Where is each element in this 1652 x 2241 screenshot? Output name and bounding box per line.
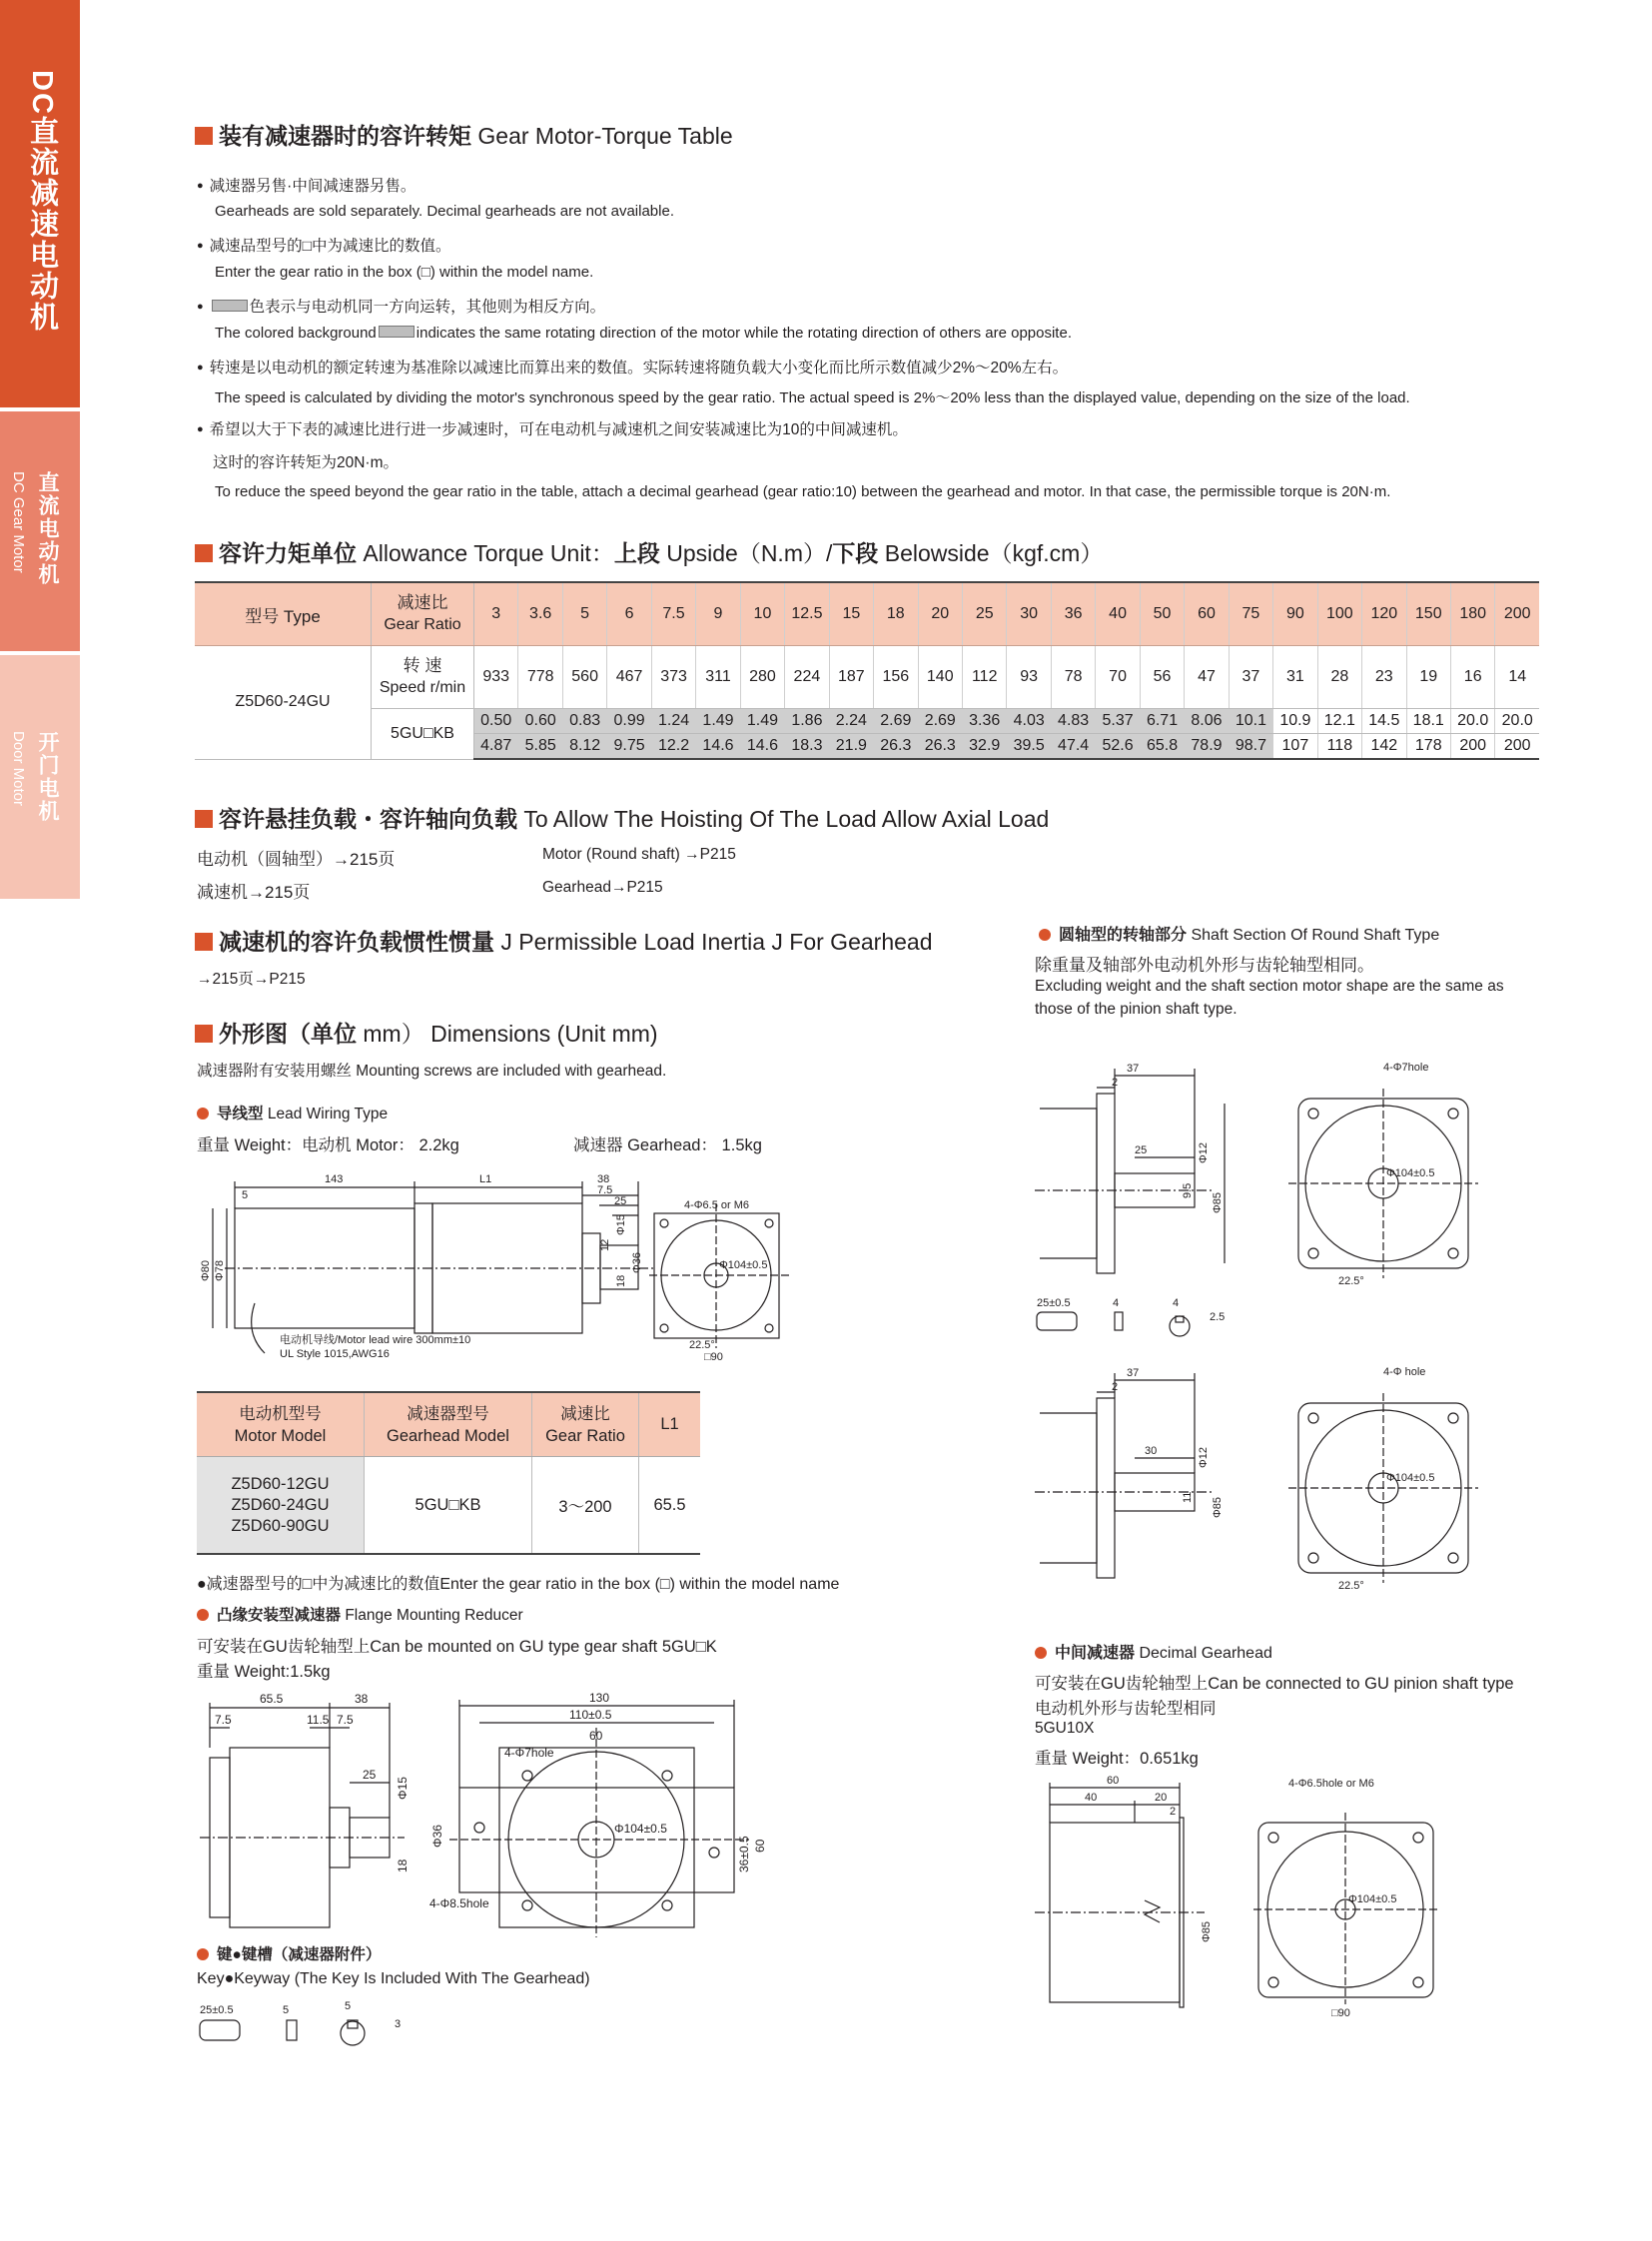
ratio-cell: 10 (740, 582, 784, 646)
section5-title-cn: 外形图（单位 (219, 1021, 357, 1047)
dim-7-5: 7.5 (597, 1184, 613, 1196)
rs2-dim-2: 2 (1112, 1381, 1119, 1393)
ratio-cell: 150 (1406, 582, 1450, 646)
speed-header (372, 646, 474, 709)
section3-title-cn: 容许悬挂负载・容许轴向负载 (219, 806, 517, 832)
flange-dim-60: 60 (589, 1729, 603, 1743)
note-3-cn-text: 色表示与电动机同一方向运转，其他则为相反方向。 (249, 299, 606, 316)
motor-model-1: Z5D60-12GU (231, 1474, 330, 1493)
round-shaft-side-drawing-2 (1035, 1358, 1244, 1578)
torque-kgf-cell: 26.3 (918, 734, 962, 760)
section3-title-en: To Allow The Hoisting Of The Load Allow Axial Load (523, 806, 1050, 832)
flange-line1: 可安装在GU齿轮轴型上Can be mounted on GU type gear shaft 5GU□K (197, 1638, 717, 1656)
rs2-dim-37: 37 (1127, 1367, 1140, 1379)
key-drawing (195, 1995, 444, 2055)
decimal-line1: 可安装在GU齿轮轴型上Can be connected to GU pinion shaft type (1035, 1675, 1514, 1693)
flange-dim-7-5b: 7.5 (337, 1713, 354, 1727)
flange-dim-4-hole: 4-Φ7hole (504, 1746, 554, 1760)
speed-cell: 14 (1495, 646, 1539, 709)
rs-dim-12: Φ12 (1198, 1141, 1210, 1163)
decimal-title (1035, 1640, 1272, 1663)
note-1-en: Gearheads are sold separately. Decimal gearheads are not available. (215, 203, 674, 220)
torque-nm-cell: 2.69 (874, 709, 918, 734)
flange-dim-130: 130 (589, 1691, 610, 1705)
type-header: 型号 Type (195, 582, 372, 646)
rs2-dim-22-5: 22.5° (1338, 1580, 1364, 1592)
dim-15: Φ15 (615, 1213, 627, 1235)
ratio-cell: 200 (1495, 582, 1539, 646)
note-1-cn: ● 减速器另售·中间减速器另售。 (197, 174, 415, 196)
flange-dim-65-5: 65.5 (260, 1692, 284, 1706)
note-2-en: Enter the gear ratio in the box (□) within the model name. (215, 264, 594, 281)
key-title-cn: 键●键槽（减速器附件） (217, 1946, 382, 1963)
ratio-cell: 3.6 (518, 582, 562, 646)
dim-38: 38 (597, 1173, 610, 1185)
torque-nm-cell: 10.1 (1229, 709, 1272, 734)
rs-key-dim-2-5: 2.5 (1210, 1311, 1226, 1323)
sidebar-tab-door-motor[interactable] (0, 655, 80, 899)
rs-key-dim-4: 4 (1113, 1297, 1120, 1309)
speed-cell: 778 (518, 646, 562, 709)
flange-title-en: Flange Mounting Reducer (345, 1607, 523, 1624)
ratio-cell: 180 (1450, 582, 1494, 646)
torque-nm-cell: 4.03 (1007, 709, 1051, 734)
torque-kgf-cell: 78.9 (1185, 734, 1229, 760)
ratio-cell: 18 (874, 582, 918, 646)
torque-nm-cell: 1.86 (785, 709, 829, 734)
flange-title-cn: 凸缘安装型减速器 (217, 1607, 342, 1624)
note-5-en: To reduce the speed beyond the gear ratio in the table, attach a decimal gearhead (gear ratio:10) between the gearhead and motor. In that case, the permissible torque is 20N·m. (215, 483, 1391, 500)
flange-dim-25: 25 (363, 1768, 377, 1782)
torque-nm-cell: 4.83 (1051, 709, 1095, 734)
title-square-icon (195, 1025, 213, 1043)
sidebar-tab2-label: 直流电动机 (36, 471, 59, 586)
decimal-line2: 电动机外形与齿轮型相同 (1035, 1700, 1217, 1718)
rs-dim-2: 2 (1112, 1077, 1119, 1089)
round-shaft-line1: 除重量及轴部外电动机外形与齿轮轴型相同。 (1035, 956, 1374, 975)
title-square-icon (195, 810, 213, 828)
dec-dim-104: Φ104±0.5 (1348, 1893, 1397, 1905)
dim-80: Φ80 (200, 1259, 212, 1281)
torque-kgf-cell: 26.3 (874, 734, 918, 760)
ratio-cell: 15 (829, 582, 873, 646)
flange-line2: 重量 Weight:1.5kg (197, 1663, 331, 1681)
torque-nm-cell: 18.1 (1406, 709, 1450, 734)
gear-model-cell: 5GU□KB (372, 709, 474, 760)
note-4-cn: ● 转速是以电动机的额定转速为基准除以减速比而算出来的数值。实际转速将随负载大小变化而比所示数值减少2%～20%左右。 (197, 356, 1068, 377)
rs-dim-37: 37 (1127, 1063, 1140, 1075)
torque-kgf-cell: 47.4 (1051, 734, 1095, 760)
ratio-cell: 120 (1362, 582, 1406, 646)
flange-dim-15: Φ15 (396, 1777, 410, 1800)
section2-title-en: Allowance Torque Unit： (363, 540, 614, 566)
decimal-title-en: Decimal Gearhead (1139, 1645, 1272, 1662)
torque-kgf-cell: 107 (1273, 734, 1317, 760)
speed-cell: 467 (607, 646, 651, 709)
torque-nm-cell: 0.60 (518, 709, 562, 734)
speed-cell: 19 (1406, 646, 1450, 709)
speed-cell: 112 (962, 646, 1006, 709)
speed-cell: 373 (651, 646, 695, 709)
torque-kgf-cell: 5.85 (518, 734, 562, 760)
title-square-icon (195, 127, 213, 145)
dec-dim-60: 60 (1107, 1775, 1120, 1787)
sidebar-tab-dc-gear-motor[interactable] (0, 0, 80, 407)
torque-nm-cell: 0.99 (607, 709, 651, 734)
speed-cell: 140 (918, 646, 962, 709)
round-shaft-key-drawing (1035, 1290, 1264, 1340)
sidebar-tab1-label: DC直流减速电动机 (26, 70, 58, 333)
torque-nm-cell: 5.37 (1096, 709, 1140, 734)
dim-25: 25 (614, 1195, 627, 1207)
note-3-en-b: indicates the same rotating direction of the motor while the rotating direction of others are opposite. (415, 325, 1072, 342)
dim-l1: L1 (479, 1173, 492, 1185)
torque-kgf-cell: 18.3 (785, 734, 829, 760)
section-title-dimensions (195, 1016, 658, 1049)
color-swatch-icon (379, 326, 414, 338)
speed-cell: 224 (785, 646, 829, 709)
note-5-cn-b: 这时的容许转矩为20N·m。 (213, 454, 400, 471)
rs-dim-4-hole: 4-Φ7hole (1383, 1062, 1429, 1074)
gearhead-model-cell: 5GU□KB (365, 1457, 532, 1555)
torque-kgf-cell: 21.9 (829, 734, 873, 760)
section1-title-cn: 装有减速器时的容许转矩 (219, 123, 471, 149)
flange-dim-36: Φ36 (430, 1825, 444, 1848)
flange-dim-38: 38 (355, 1692, 369, 1706)
model-table (197, 1391, 700, 1555)
note-3-en-a: The colored background (215, 325, 377, 342)
ratio-cell: 100 (1317, 582, 1361, 646)
torque-nm-cell: 2.24 (829, 709, 873, 734)
dec-dim-85: Φ85 (1201, 1920, 1213, 1942)
decimal-line3: 5GU10X (1035, 1720, 1095, 1737)
section-title-allowance-torque (195, 535, 1103, 568)
dec-dim-90: □90 (1331, 2007, 1350, 2019)
ratio-header (372, 582, 474, 646)
section2-down-cn: 下段 (832, 540, 879, 566)
rs-key-dim-25: 25±0.5 (1037, 1297, 1071, 1309)
model-note: ●减速器型号的□中为减速比的数值Enter the gear ratio in the box (□) within the model name (197, 1576, 840, 1593)
lead-wiring-weight2: 减速器 Gearhead： 1.5kg (573, 1136, 762, 1154)
ratio-cell: 40 (1096, 582, 1140, 646)
speed-cell: 23 (1362, 646, 1406, 709)
torque-kgf-cell: 14.6 (740, 734, 784, 760)
dec-dim-40: 40 (1085, 1792, 1098, 1804)
red-dot-icon (1035, 1647, 1047, 1659)
speed-cell: 560 (562, 646, 606, 709)
torque-nm-cell: 6.71 (1140, 709, 1184, 734)
gear-ratio-header-en: Gear Ratio (545, 1426, 625, 1445)
dec-dim-2: 2 (1170, 1806, 1177, 1818)
ratio-header-cn: 减速比 (397, 593, 448, 612)
motor-model-header (197, 1392, 365, 1457)
torque-nm-cell: 20.0 (1495, 709, 1539, 734)
dim-12: 12 (599, 1238, 611, 1251)
speed-cell: 31 (1273, 646, 1317, 709)
l1-cell: 65.5 (639, 1457, 701, 1555)
rs2-dim-12: Φ12 (1198, 1446, 1210, 1468)
torque-kgf-cell: 14.6 (696, 734, 740, 760)
key-dim-5b: 5 (345, 2000, 352, 2012)
torque-nm-cell: 8.06 (1185, 709, 1229, 734)
gear-ratio-header-cn: 减速比 (560, 1404, 610, 1423)
speed-cell: 280 (740, 646, 784, 709)
ratio-cell: 3 (474, 582, 518, 646)
torque-kgf-cell: 32.9 (962, 734, 1006, 760)
gearhead-model-header (365, 1392, 532, 1457)
flange-front-drawing (429, 1688, 767, 1937)
speed-cell: 37 (1229, 646, 1272, 709)
dim-36: Φ36 (631, 1251, 643, 1273)
round-shaft-front-drawing-2 (1288, 1363, 1488, 1592)
key-title-en: Key●Keyway (The Key Is Included With The Gearhead) (197, 1970, 590, 1987)
ref-gearhead-en: Gearhead→P215 (542, 879, 663, 896)
rs-dim-9-5: 9.5 (1182, 1182, 1194, 1198)
torque-nm-cell: 0.83 (562, 709, 606, 734)
torque-nm-cell: 2.69 (918, 709, 962, 734)
note-5-cn: ● 希望以大于下表的减速比进行进一步减速时，可在电动机与减速机之间安装减速比为10的中间减速机。 (197, 417, 908, 439)
rs2-dim-11: 11 (1182, 1491, 1194, 1503)
note-4-en: The speed is calculated by dividing the motor's synchronous speed by the gear ratio. The actual speed is 2%～20% less than the displayed value, depending on the size of the load. (215, 389, 1410, 406)
ratio-cell: 50 (1140, 582, 1184, 646)
round-shaft-line2: Excluding weight and the shaft section motor shape are the same as (1035, 978, 1504, 995)
speed-header-cn: 转 速 (403, 656, 442, 675)
section2-up-en: Upside（N.m）/ (666, 540, 833, 566)
ratio-cell: 20 (918, 582, 962, 646)
flange-dim-104: Φ104±0.5 (614, 1822, 667, 1836)
speed-cell: 93 (1007, 646, 1051, 709)
speed-cell: 78 (1051, 646, 1095, 709)
speed-cell: 16 (1450, 646, 1494, 709)
title-square-icon (195, 544, 213, 562)
ratio-cell: 12.5 (785, 582, 829, 646)
torque-kgf-cell: 8.12 (562, 734, 606, 760)
section4-title-en: J Permissible Load Inertia J For Gearhead (500, 929, 933, 955)
sidebar-tab3-label: 开门电机 (36, 731, 59, 823)
torque-kgf-cell: 39.5 (1007, 734, 1051, 760)
ref-motor-en: Motor (Round shaft) →P215 (542, 846, 736, 863)
sidebar-tab2-sub: DC Gear Motor (10, 471, 27, 573)
lead-wiring-title-en: Lead Wiring Type (267, 1106, 389, 1122)
rs2-dim-4-hole: 4-Φ hole (1383, 1366, 1426, 1378)
ratio-cell: 75 (1229, 582, 1272, 646)
ratio-header-en: Gear Ratio (384, 616, 461, 633)
torque-nm-cell: 12.1 (1317, 709, 1361, 734)
dim-143: 143 (325, 1173, 344, 1185)
lead-wiring-weight: 重量 Weight：电动机 Motor： 2.2kg (197, 1136, 459, 1154)
flange-dim-11-5: 11.5 (307, 1713, 330, 1727)
round-shaft-front-drawing (1288, 1059, 1488, 1287)
torque-kgf-cell: 178 (1406, 734, 1450, 760)
speed-header-en: Speed r/min (379, 679, 466, 696)
key-dim-5: 5 (283, 2004, 290, 2016)
motor-model-header-en: Motor Model (234, 1426, 327, 1445)
ratio-cell: 9 (696, 582, 740, 646)
round-shaft-title-en: Shaft Section Of Round Shaft Type (1191, 927, 1440, 944)
section2-title-cn: 容许力矩单位 (219, 540, 357, 566)
torque-kgf-cell: 12.2 (651, 734, 695, 760)
flange-dim-8-5-hole: 4-Φ8.5hole (429, 1896, 489, 1910)
gear-ratio-cell: 3～200 (532, 1457, 639, 1555)
note-3-en (215, 325, 1072, 342)
rs-key-dim-4b: 4 (1173, 1297, 1180, 1309)
torque-nm-cell: 0.50 (474, 709, 518, 734)
section5-title-en: Dimensions (Unit mm) (430, 1021, 658, 1047)
rs-dim-104: Φ104±0.5 (1386, 1167, 1435, 1179)
section4-title-cn: 减速机的容许负载惯性惯量 (219, 929, 494, 955)
dim-pcd: Φ104±0.5 (719, 1259, 768, 1271)
rs2-dim-104: Φ104±0.5 (1386, 1472, 1435, 1484)
motor-model-cell (197, 1457, 365, 1555)
section-title-torque-table (195, 118, 733, 151)
torque-nm-cell: 1.49 (740, 709, 784, 734)
section-title-hoisting-load (195, 801, 1049, 834)
motor-model-2: Z5D60-24GU (231, 1495, 330, 1514)
torque-kgf-cell: 65.8 (1140, 734, 1184, 760)
ratio-cell: 6 (607, 582, 651, 646)
note-3-cn: ● 色表示与电动机同一方向运转，其他则为相反方向。 (197, 299, 606, 316)
torque-kgf-cell: 118 (1317, 734, 1361, 760)
ratio-cell: 60 (1185, 582, 1229, 646)
gearhead-model-header-en: Gearhead Model (387, 1426, 509, 1445)
lead-wiring-title (197, 1102, 388, 1123)
gear-ratio-header (532, 1392, 639, 1457)
flange-dim-18: 18 (396, 1859, 410, 1872)
torque-kgf-cell: 142 (1362, 734, 1406, 760)
dim-90: □90 (704, 1351, 723, 1363)
ref-gearhead-cn: 减速机→215页 (197, 883, 311, 902)
dim-4-hole: 4-Φ6.5 or M6 (684, 1199, 750, 1211)
torque-nm-cell: 1.49 (696, 709, 740, 734)
flange-dim-110: 110±0.5 (569, 1708, 612, 1722)
torque-nm-cell: 14.5 (1362, 709, 1406, 734)
torque-kgf-cell: 9.75 (607, 734, 651, 760)
title-square-icon (195, 933, 213, 951)
rs2-dim-85: Φ85 (1212, 1496, 1224, 1518)
mounting-screws-note: 减速器附有安装用螺丝 Mounting screws are included with gearhead. (197, 1063, 667, 1080)
dim-22-5: 22.5° (689, 1339, 715, 1351)
lead-wiring-front-view (649, 1198, 789, 1363)
torque-kgf-cell: 200 (1495, 734, 1539, 760)
section2-down-en: Belowside（kgf.cm） (884, 540, 1104, 566)
round-shaft-side-drawing (1035, 1054, 1244, 1273)
speed-cell: 311 (696, 646, 740, 709)
key-dim-25: 25±0.5 (200, 2004, 234, 2016)
model-cell: Z5D60-24GU (195, 646, 372, 760)
flange-dim-60b: 60 (753, 1839, 767, 1853)
flange-dim-7-5: 7.5 (215, 1713, 232, 1727)
wire-label: 电动机导线/Motor lead wire 300mm±10 (280, 1334, 471, 1346)
dim-5: 5 (242, 1189, 249, 1201)
round-shaft-line3: those of the pinion shaft type. (1035, 1001, 1238, 1018)
section1-title-en: Gear Motor-Torque Table (477, 123, 733, 149)
red-dot-icon (197, 1948, 209, 1960)
dec-dim-20: 20 (1155, 1792, 1168, 1804)
torque-table (195, 581, 1539, 760)
l1-header: L1 (639, 1392, 701, 1457)
rs2-dim-30: 30 (1145, 1445, 1158, 1457)
section-title-load-inertia (195, 924, 932, 957)
decimal-title-cn: 中间减速器 (1055, 1645, 1136, 1662)
ref-motor-cn: 电动机（圆轴型）→215页 (197, 850, 396, 869)
torque-nm-cell: 10.9 (1273, 709, 1317, 734)
ratio-cell: 36 (1051, 582, 1095, 646)
dec-dim-4-hole: 4-Φ6.5hole or M6 (1288, 1778, 1374, 1790)
wire-label2: UL Style 1015,AWG16 (280, 1348, 390, 1360)
motor-model-header-cn: 电动机型号 (239, 1404, 322, 1423)
flange-title (197, 1603, 523, 1625)
key-dim-3: 3 (395, 2018, 402, 2030)
speed-cell: 70 (1096, 646, 1140, 709)
ratio-cell: 90 (1273, 582, 1317, 646)
ratio-cell: 30 (1007, 582, 1051, 646)
torque-kgf-cell: 98.7 (1229, 734, 1272, 760)
rs-dim-25: 25 (1135, 1144, 1148, 1156)
decimal-line4: 重量 Weight：0.651kg (1035, 1750, 1199, 1768)
red-dot-icon (197, 1609, 209, 1621)
ratio-cell: 25 (962, 582, 1006, 646)
torque-nm-cell: 1.24 (651, 709, 695, 734)
torque-nm-cell: 3.36 (962, 709, 1006, 734)
speed-cell: 187 (829, 646, 873, 709)
rs-dim-85: Φ85 (1212, 1191, 1224, 1213)
motor-model-3: Z5D60-90GU (231, 1516, 330, 1535)
section5-title-mid: mm） (363, 1021, 424, 1047)
speed-cell: 56 (1140, 646, 1184, 709)
color-swatch-icon (212, 300, 248, 312)
speed-cell: 156 (874, 646, 918, 709)
dim-18: 18 (615, 1274, 627, 1287)
round-shaft-title (1039, 922, 1439, 945)
decimal-front-drawing (1253, 1773, 1453, 2019)
sidebar-tab-dc-motor[interactable] (0, 411, 80, 651)
flange-dim-36b: 36±0.5 (737, 1836, 751, 1872)
key-title (197, 1942, 381, 1964)
ref-inertia: →215页→P215 (197, 971, 306, 988)
torque-kgf-cell: 200 (1450, 734, 1494, 760)
section2-up-cn: 上段 (613, 540, 660, 566)
torque-nm-cell: 20.0 (1450, 709, 1494, 734)
rs-dim-22-5: 22.5° (1338, 1275, 1364, 1287)
note-2-cn: ● 减速品型号的□中为减速比的数值。 (197, 234, 451, 256)
gearhead-model-header-cn: 减速器型号 (407, 1404, 489, 1423)
round-shaft-title-cn: 圆轴型的转轴部分 (1059, 927, 1188, 944)
speed-cell: 47 (1185, 646, 1229, 709)
torque-kgf-cell: 4.87 (474, 734, 518, 760)
ratio-cell: 5 (562, 582, 606, 646)
speed-cell: 933 (474, 646, 518, 709)
lead-wiring-title-cn: 导线型 (217, 1106, 264, 1122)
red-dot-icon (197, 1108, 209, 1120)
dim-78: Φ78 (214, 1259, 226, 1281)
sidebar-tab3-sub: Door Motor (10, 731, 27, 807)
torque-kgf-cell: 52.6 (1096, 734, 1140, 760)
red-dot-icon (1039, 929, 1051, 941)
ratio-cell: 7.5 (651, 582, 695, 646)
speed-cell: 28 (1317, 646, 1361, 709)
decimal-side-drawing (1035, 1773, 1235, 2012)
